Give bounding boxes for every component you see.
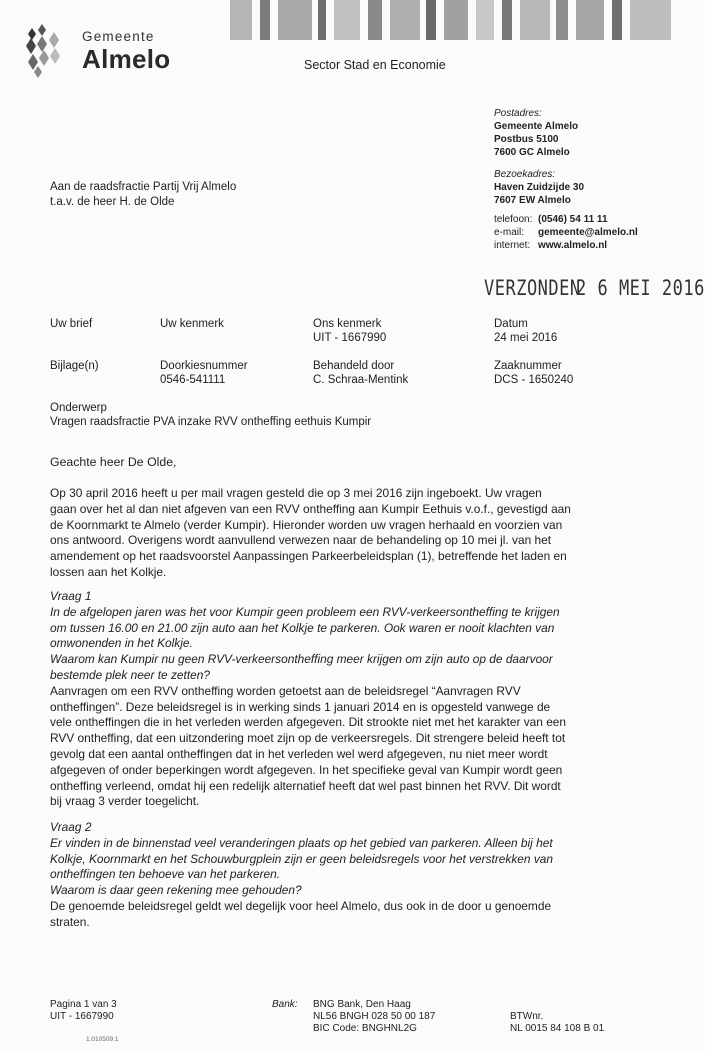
bezoekadres-line-1: Haven Zuidzijde 30: [494, 182, 585, 193]
salutation: Geachte heer De Olde,: [50, 455, 177, 469]
bezoekadres-label: Bezoekadres:: [494, 169, 556, 180]
answer-1-line: bij vraag 3 verder toegelicht.: [50, 794, 200, 809]
postadres-line-2: Postbus 5100: [494, 134, 559, 145]
question-2-block: [50, 820, 650, 931]
answer-1-line: gevolg dat een aantal ontheffingen dat in het verleden wel werd afgegeven, nu niet meer wordt: [50, 746, 548, 761]
question-1-line: bestemde plek neer te zetten?: [50, 667, 210, 682]
subject-label: Onderwerp: [50, 402, 107, 414]
header-stripe-band: [230, 0, 671, 40]
zaaknummer-value: DCS - 1650240: [494, 374, 574, 386]
intro-line: Op 30 april 2016 heeft u per mail vragen gesteld die op 3 mei 2016 zijn ingeboekt. Uw vragen: [50, 486, 542, 500]
telefoon-value: (0546) 54 11 11: [538, 214, 608, 225]
verzonden-stamp-label: VERZONDEN: [484, 276, 581, 301]
uw-kenmerk-label: Uw kenmerk: [160, 318, 224, 330]
ons-kenmerk-label: Ons kenmerk: [313, 318, 382, 330]
brand-small-label: Gemeente: [82, 29, 155, 44]
footer-btw-label: BTWnr.: [510, 1011, 544, 1022]
question-1-line: In de afgelopen jaren was het voor Kumpir geen probleem een RVV-verkeersontheffing te krijgen: [50, 604, 560, 619]
postadres-label: Postadres:: [494, 108, 542, 119]
footer-btw-value: NL 0015 84 108 B 01: [510, 1023, 605, 1034]
behandeld-door-label: Behandeld door: [313, 360, 395, 372]
gemeente-logo-icon: [22, 26, 72, 78]
verzonden-stamp-date: 2 6 MEI 2016: [576, 276, 705, 301]
doorkiesnummer-label: Doorkiesnummer: [160, 360, 248, 372]
email-value: gemeente@almelo.nl: [538, 227, 638, 238]
postadres-line-1: Gemeente Almelo: [494, 121, 579, 132]
email-label: e-mail:: [494, 227, 525, 238]
brand-name: Almelo: [82, 44, 171, 74]
intro-line: ons antwoord. Overigens wordt aanvullend verwezen naar de behandeling op 10 mei jl. van het: [50, 533, 552, 548]
answer-2-line: straten.: [50, 914, 90, 929]
question-2-line: Kolkje, Koornmarkt en het Schouwburgplein zijn er geen beleidsregels voor het verstrekken van: [50, 851, 553, 866]
question-2-line: ontheffingen ten behoeve van het parkeren.: [50, 867, 281, 882]
answer-1-line: Aanvragen om een RVV ontheffing worden getoetst aan de beleidsregel “Aanvragen RVV: [50, 683, 521, 698]
question-1-line: Waarom kan Kumpir nu geen RVV-verkeersontheffing meer krijgen om zijn auto op de daarvoor: [50, 652, 553, 667]
question-1-title: Vraag 1: [50, 589, 92, 603]
question-1-block: [50, 589, 650, 810]
footer-reference: UIT - 1667990: [50, 1011, 114, 1022]
intro-line: gaan over het al dan niet afgeven van een RVV ontheffing aan Kumpir Eethuis v.o.f., gevestigd aan: [50, 501, 571, 516]
sector-title: Sector Stad en Economie: [304, 58, 446, 72]
uw-brief-label: Uw brief: [50, 318, 93, 330]
bezoekadres-line-2: 7607 EW Almelo: [494, 195, 571, 206]
datum-value: 24 mei 2016: [494, 332, 558, 344]
footer-form-code: 1.010509.1: [86, 1036, 119, 1043]
footer-bank-line-3: BIC Code: BNGHNL2G: [313, 1023, 417, 1034]
question-2-line: Er vinden in de binnenstad veel veranderingen plaats op het gebied van parkeren. Alleen bij het: [50, 835, 553, 850]
ons-kenmerk-value: UIT - 1667990: [313, 332, 387, 344]
question-1-line: omwonenden in het Kolkje.: [50, 636, 193, 651]
answer-1-line: vele ontheffingen die in het verleden werden afgegeven. Dit strookte niet met het karakter van een: [50, 715, 567, 730]
internet-value: www.almelo.nl: [538, 240, 608, 251]
subject-text: Vragen raadsfractie PVA inzake RVV ontheffing eethuis Kumpir: [50, 416, 372, 428]
footer-bank-line-1: BNG Bank, Den Haag: [313, 999, 411, 1010]
answer-1-line: RVV ontheffing, dat een uitzondering moet zijn op de verkeersregels. Dit strengere beleid heeft tot: [50, 731, 566, 746]
datum-label: Datum: [494, 318, 528, 330]
doorkiesnummer-value: 0546-541111: [160, 374, 226, 386]
intro-line: de Koornmarkt te Almelo (verder Kumpir). Hieronder worden uw vragen herhaald en voorzien van: [50, 517, 563, 532]
question-2-title: Vraag 2: [50, 820, 92, 834]
footer-bank-label: Bank:: [272, 999, 298, 1010]
recipient-line-2: t.a.v. de heer H. de Olde: [50, 196, 175, 208]
footer-bank-line-2: NL56 BNGH 028 50 00 187: [313, 1011, 436, 1022]
intro-line: amendement op het raadsvoorstel Aanpassingen Parkeerbeleidsplan (1), betreffende het laden en: [50, 549, 567, 564]
postadres-line-3: 7600 GC Almelo: [494, 147, 570, 158]
answer-1-line: afgegeven of onder beperkingen wordt afgegeven. In het specifieke geval van Kumpir wordt geen: [50, 762, 563, 777]
answer-1-line: ontheffing verleend, omdat hij een redelijk alternatief heeft dat wel past binnen het RVV. Dit wordt: [50, 778, 561, 793]
question-1-line: om tussen 16.00 en 21.00 zijn auto aan het Kolkje te parkeren. Ook waren er nooit klachten van: [50, 620, 555, 635]
internet-label: internet:: [494, 240, 531, 251]
answer-1-line: ontheffingen”. Deze beleidsregel is in werking sinds 1 januari 2014 en is opgesteld vanwege de: [50, 699, 551, 714]
question-2-line: Waarom is daar geen rekening mee gehouden?: [50, 883, 302, 898]
bijlagen-label: Bijlage(n): [50, 360, 99, 372]
zaaknummer-label: Zaaknummer: [494, 360, 562, 372]
answer-2-line: De genoemde beleidsregel geldt wel degelijk voor heel Almelo, dus ook in de door u genoemde: [50, 898, 552, 913]
recipient-line-1: Aan de raadsfractie Partij Vrij Almelo: [50, 181, 237, 193]
intro-paragraph: [50, 486, 650, 581]
intro-line: lossen aan het Kolkje.: [50, 564, 167, 579]
telefoon-label: telefoon:: [494, 214, 533, 225]
footer-page-number: Pagina 1 van 3: [50, 999, 117, 1010]
behandeld-door-value: C. Schraa-Mentink: [313, 374, 409, 386]
